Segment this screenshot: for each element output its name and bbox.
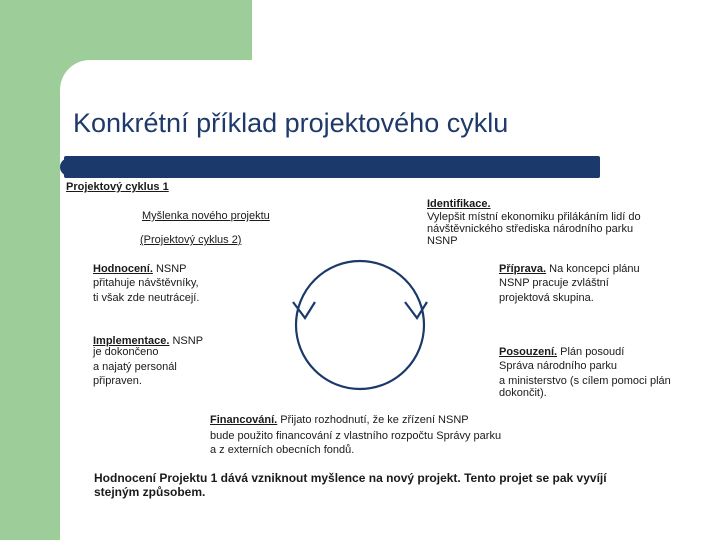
- implementation-heading: Implementace.: [93, 335, 170, 347]
- preparation-heading: Příprava.: [499, 263, 547, 275]
- preparation-line: NSNP pracuje zvláštní: [499, 277, 609, 289]
- implementation-line: je dokončeno: [93, 346, 159, 358]
- title-divider-bar: [64, 156, 600, 178]
- cycle-diagram: [285, 240, 435, 410]
- idea-label: Myšlenka nového projektu: [142, 210, 270, 222]
- cycle-label: Projektový cyklus 1: [66, 181, 169, 193]
- assessment-line: Správa národního parku: [499, 360, 618, 372]
- evaluation-first: NSNP: [152, 263, 187, 275]
- financing-first: Přijato rozhodnutí, že ke zřízení NSNP: [277, 414, 469, 426]
- assessment-block: [499, 346, 624, 358]
- assessment-line: dokončit).: [499, 387, 547, 399]
- implementation-line: a najatý personál: [93, 361, 177, 373]
- cycle-circle: [296, 261, 424, 389]
- implementation-line: připraven.: [93, 375, 142, 387]
- assessment-first: Plán posoudí: [557, 346, 625, 358]
- financing-line: bude použito financování z vlastního rozpočtu Správy parku: [210, 430, 502, 442]
- financing-heading: Financování.: [210, 414, 278, 426]
- cycle2-label: (Projektový cyklus 2): [140, 234, 242, 246]
- evaluation-line: ti však zde neutrácejí.: [93, 292, 200, 304]
- evaluation-block: [93, 263, 187, 275]
- financing-block: [210, 414, 469, 426]
- identification-line: návštěvnického střediska národního parku: [427, 223, 634, 235]
- preparation-line: projektová skupina.: [499, 292, 594, 304]
- preparation-block: [499, 263, 640, 275]
- identification-heading: Identifikace.: [427, 198, 491, 210]
- evaluation-line: přitahuje návštěvníky,: [93, 277, 199, 289]
- preparation-first: Na koncepci plánu: [546, 263, 640, 275]
- evaluation-heading: Hodnocení.: [93, 263, 153, 275]
- conclusion-line: stejným způsobem.: [94, 485, 206, 499]
- identification-line: Vylepšit místní ekonomiku přilákáním lidí do: [427, 211, 641, 223]
- conclusion-line: Hodnocení Projektu 1 dává vzniknout myšlence na nový projekt. Tento projet se pak vyvíjí: [94, 471, 607, 485]
- implementation-first: NSNP: [169, 335, 204, 347]
- assessment-line: a ministerstvo (s cílem pomoci plán: [499, 375, 671, 387]
- identification-line: NSNP: [427, 235, 458, 247]
- slide-title: Konkrétní příklad projektového cyklu: [73, 108, 509, 138]
- financing-line: a z externích obecních fondů.: [210, 444, 355, 456]
- assessment-heading: Posouzení.: [499, 346, 558, 358]
